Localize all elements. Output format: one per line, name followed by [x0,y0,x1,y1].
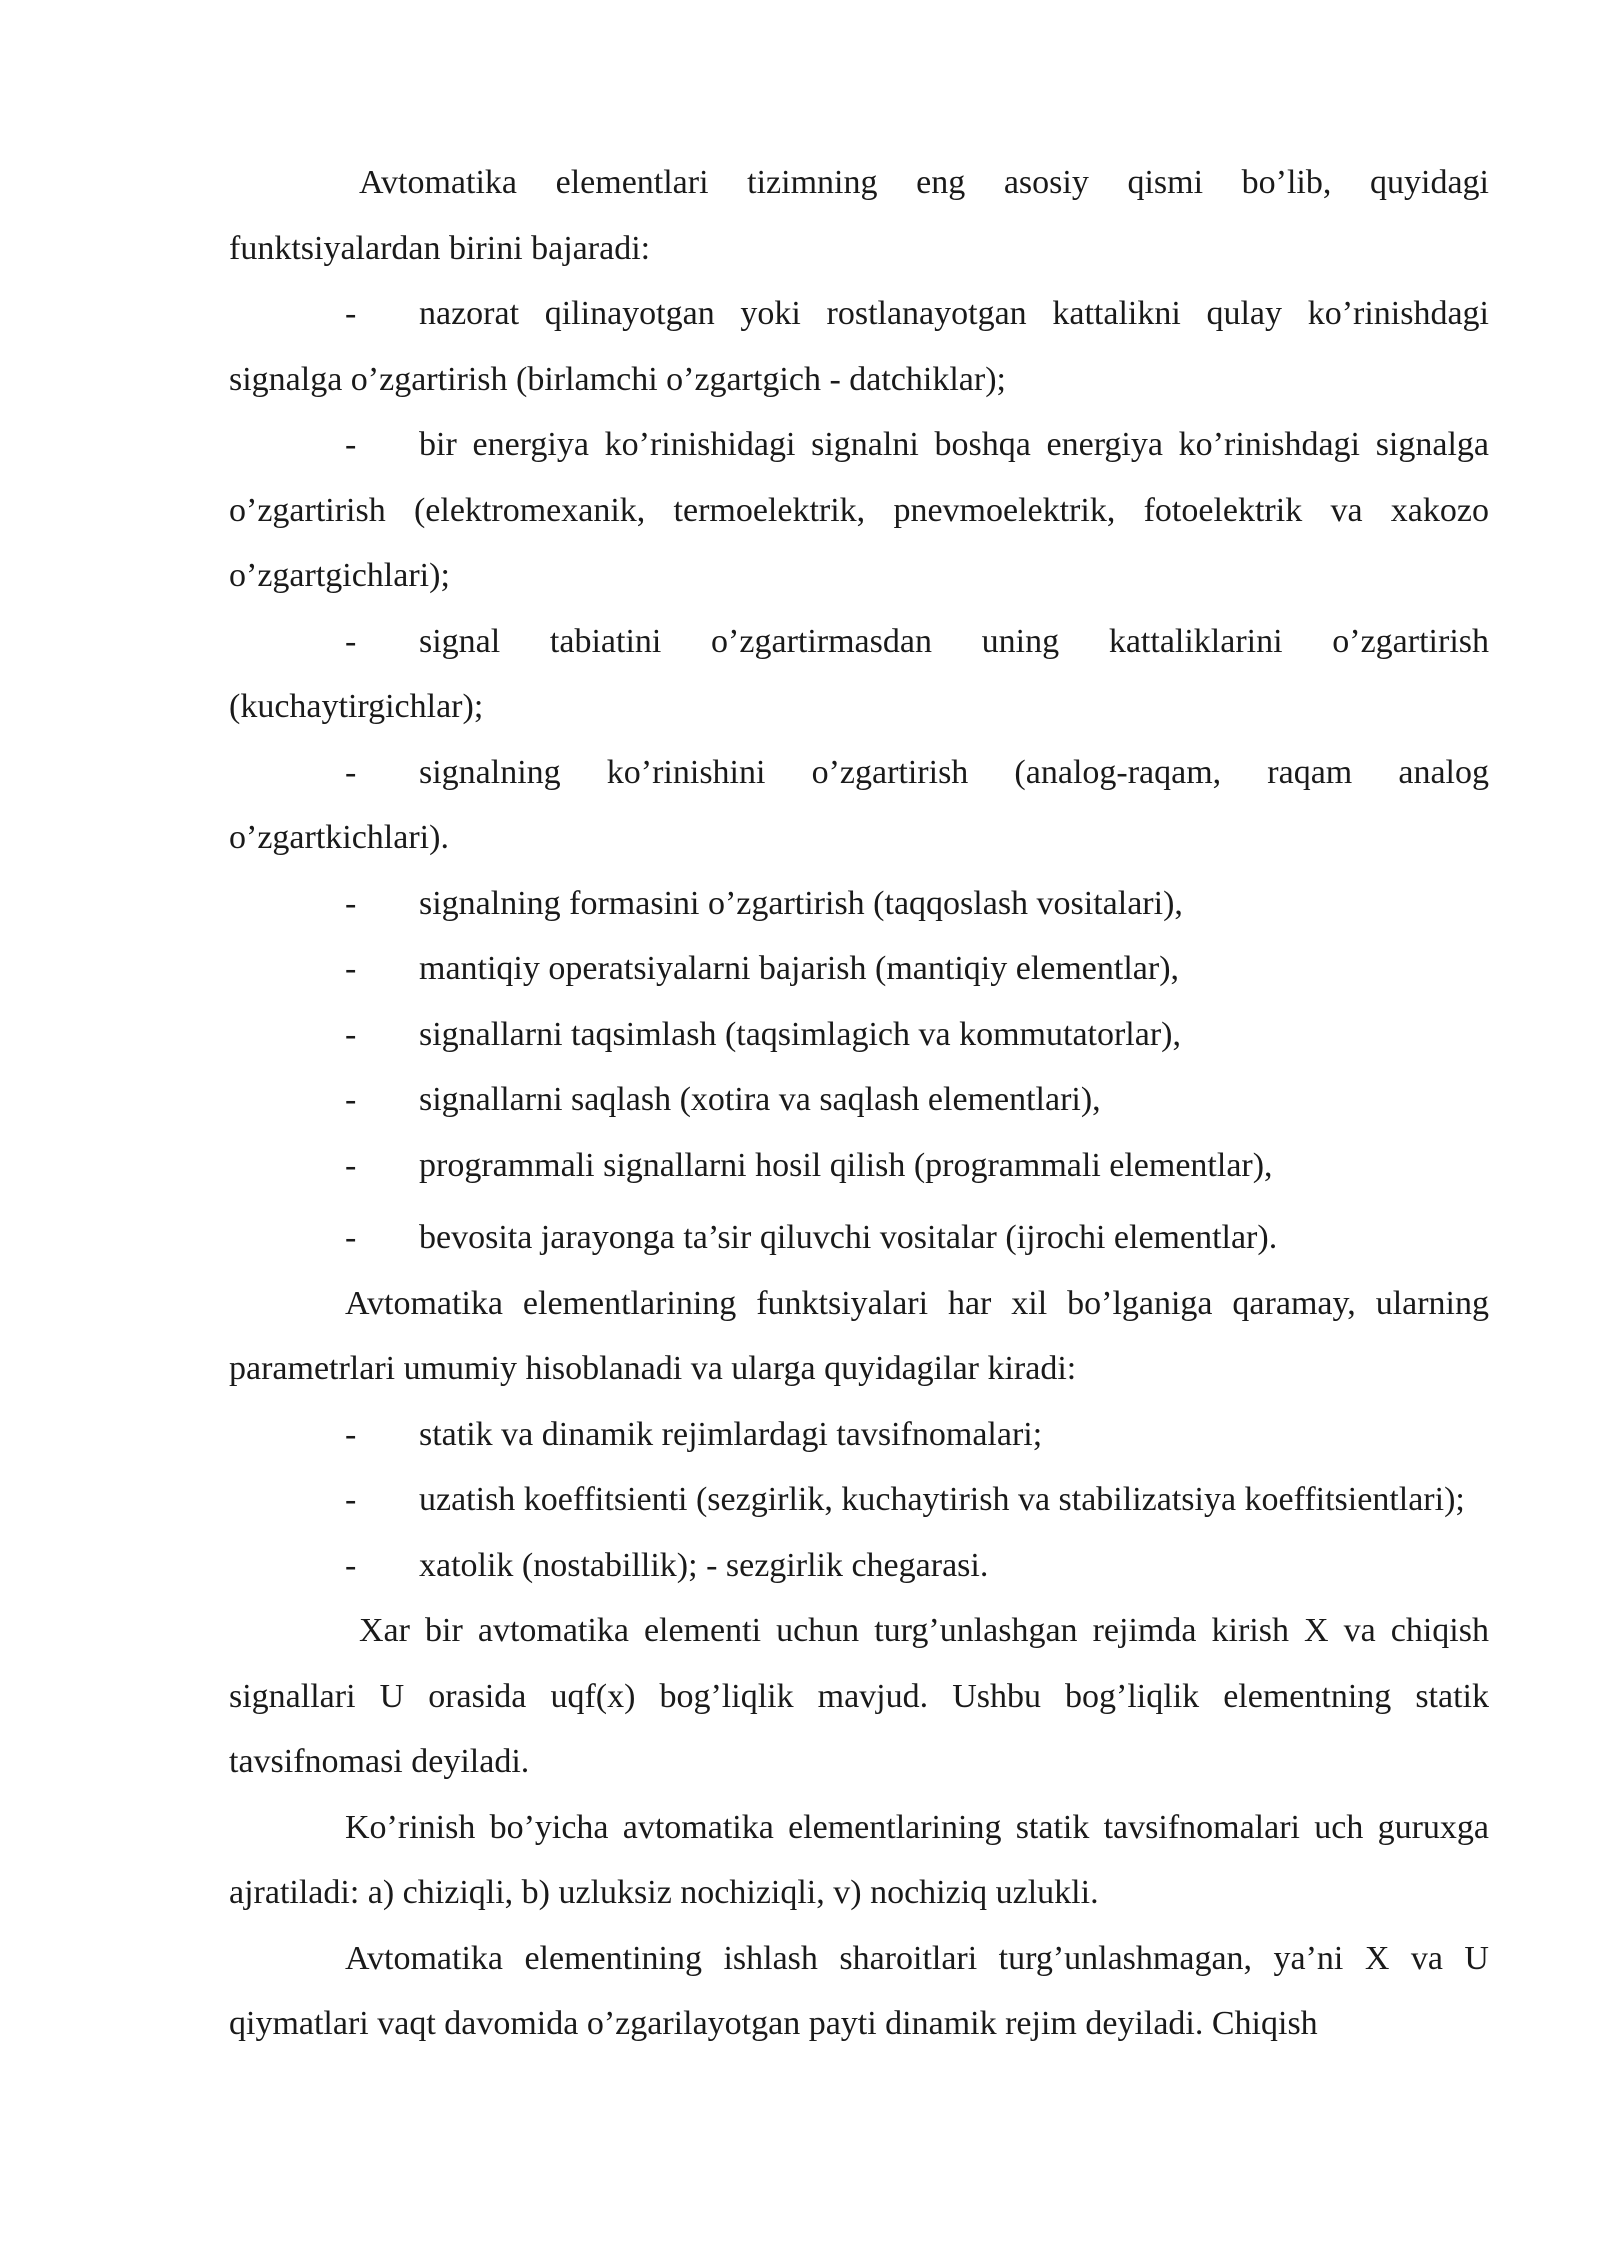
list-dash: - [345,753,357,791]
list-item-text: mantiqiy operatsiyalarni bajarish (mantiqiy elementlar), [419,950,1180,987]
functions-list [229,281,1489,1271]
list-dash: - [345,1546,357,1584]
list-item-text: bir energiya ko’rinishidagi signalni boshqa energiya ko’rinishdagi signalga o’zgartirish (elektromexanik, termoelektrik, pnevmoelektrik, fotoelektrik va xakozo o’zgartgichlari); [229,426,1489,594]
list-dash: - [345,622,357,660]
list-item-text: xatolik (nostabillik); - sezgirlik chegarasi. [419,1546,989,1584]
list-item [229,1133,1489,1199]
list-item-text: signalning ko’rinishini o’zgartirish (analog-raqam, raqam analog o’zgartkichlari). [229,753,1489,856]
paragraph-intro: Avtomatika elementlari tizimning eng asosiy qismi bo’lib, quyidagi funktsiyalardan birini bajaradi: [229,164,1489,267]
list-item [229,1467,1489,1533]
list-item-text: signallarni saqlash (xotira va saqlash elementlari), [419,1081,1101,1118]
list-dash: - [345,1219,357,1256]
list-item [229,281,1489,412]
list-dash: - [345,1481,357,1518]
list-item-text: signallarni taqsimlash (taqsimlagich va kommutatorlar), [419,1015,1181,1053]
paragraph-classification: Ko’rinish bo’yicha avtomatika elementlarining statik tavsifnomalari uch guruxga ajratiladi: a) chiziqli, b) uzluksiz nochiziqli, v) nochiziq uzlukli. [229,1808,1489,1911]
list-item [229,1205,1489,1271]
list-item [229,1002,1489,1068]
list-item-text: signalning formasini o’zgartirish (taqqoslash vositalari), [419,884,1183,922]
list-item-text: nazorat qilinayotgan yoki rostlanayotgan kattalikni qulay ko’rinishdagi signalga o’zgartirish (birlamchi o’zgartgich - datchiklar); [229,295,1489,398]
list-item-text: statik va dinamik rejimlardagi tavsifnomalari; [419,1415,1043,1453]
list-item-text: signal tabiatini o’zgartirmasdan uning kattaliklarini o’zgartirish (kuchaytirgichlar); [229,622,1489,725]
parameters-list [229,1402,1489,1599]
list-dash: - [345,950,357,987]
list-item [229,1067,1489,1133]
list-item [229,871,1489,937]
list-dash: - [345,1015,357,1053]
list-item-text: programmali signallarni hosil qilish (programmali elementlar), [419,1146,1273,1184]
list-item [229,740,1489,871]
list-dash: - [345,426,357,463]
list-dash: - [345,884,357,922]
list-item [229,609,1489,740]
list-dash: - [345,1081,357,1118]
list-item [229,936,1489,1002]
list-item-text: bevosita jarayonga ta’sir qiluvchi vositalar (ijrochi elementlar). [419,1219,1278,1256]
document-page [229,150,1489,2057]
list-item [229,412,1489,609]
list-item [229,1533,1489,1599]
list-item-text: uzatish koeffitsienti (sezgirlik, kuchaytirish va stabilizatsiya koeffitsientlari); [419,1481,1465,1518]
list-dash: - [345,1415,357,1453]
list-dash: - [345,295,357,332]
list-dash: - [345,1146,357,1184]
paragraph-dynamic-mode: Avtomatika elementining ishlash sharoitlari turg’unlashmagan, ya’ni X va U qiymatlari vaqt davomida o’zgarilayotgan payti dinamik rejim deyiladi. Chiqish [229,1939,1489,2042]
paragraph-parameters: Avtomatika elementlarining funktsiyalari har xil bo’lganiga qaramay, ularning parametrlari umumiy hisoblanadi va ularga quyidagilar kiradi: [229,1284,1489,1387]
list-item [229,1402,1489,1468]
paragraph-static-characteristic: Xar bir avtomatika elementi uchun turg’unlashgan rejimda kirish X va chiqish signallari U orasida uqf(x) bog’liqlik mavjud. Ushbu bog’liqlik elementning statik tavsifnomasi deyiladi. [229,1612,1489,1780]
